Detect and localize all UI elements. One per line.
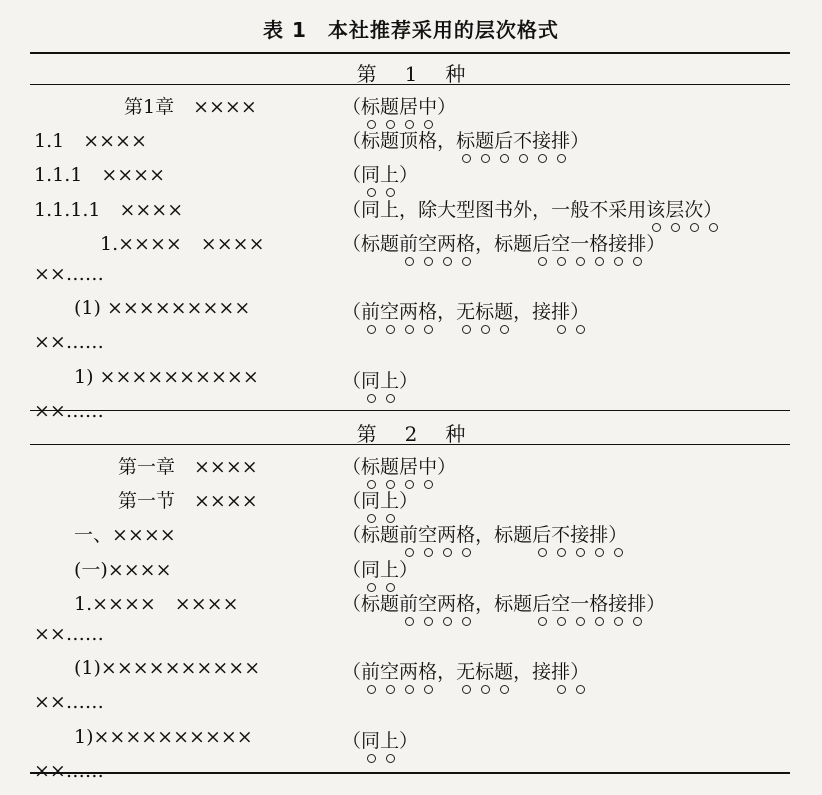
heading-format: 1.1 ×××× <box>34 130 147 153</box>
heading-format: (1)×××××××××× <box>74 657 261 680</box>
heading-format: (1) ××××××××× <box>74 297 251 320</box>
table-row <box>0 555 822 587</box>
heading-format: 1.1.1.1 ×××× <box>34 198 184 221</box>
table-row <box>0 623 822 655</box>
heading-format: ××…… <box>34 331 104 354</box>
table-row <box>0 331 822 363</box>
table-row <box>0 452 822 484</box>
heading-format: 1.×××× ×××× <box>74 592 239 615</box>
section-heading-part: 种 <box>445 62 466 86</box>
heading-format: (一)×××× <box>74 558 172 581</box>
heading-format: ××…… <box>34 623 104 645</box>
heading-format: ××…… <box>34 759 104 782</box>
table-row <box>0 760 822 792</box>
format-note: （同上） <box>342 486 418 513</box>
format-note: （标题居中） <box>342 452 456 479</box>
table-row <box>0 263 822 295</box>
heading-format: 1.1.1 ×××× <box>34 164 166 187</box>
table-row <box>0 726 822 758</box>
format-note: （标题前空两格，标题后不接排） <box>342 520 627 547</box>
format-note: （前空两格，无标题，接排） <box>342 657 589 684</box>
table-row <box>0 366 822 398</box>
table-row <box>0 92 822 124</box>
heading-format: 第1章 ×××× <box>124 96 257 118</box>
section-heading-part: 第 <box>356 422 377 446</box>
table-row <box>0 691 822 723</box>
heading-format: 第一节 ×××× <box>118 490 258 513</box>
format-note: （前空两格，无标题，接排） <box>342 297 589 324</box>
table-row <box>0 589 822 621</box>
format-note: （标题顶格，标题后不接排） <box>342 126 589 153</box>
format-note: （同上） <box>342 160 418 187</box>
section-heading <box>0 418 822 447</box>
format-note: （同上） <box>342 366 418 393</box>
heading-format: 1) ×××××××××× <box>74 365 259 388</box>
heading-format: ××…… <box>34 399 104 422</box>
section-heading-part: 第 <box>356 62 377 86</box>
table-row <box>0 229 822 261</box>
top-rule <box>30 52 790 54</box>
format-note: （同上，除大型图书外，一般不采用该层次） <box>342 195 722 222</box>
table-row <box>0 657 822 689</box>
table-row <box>0 520 822 552</box>
heading-format: 1)×××××××××× <box>74 725 253 748</box>
format-note: （标题居中） <box>342 92 456 119</box>
table-row <box>0 195 822 227</box>
section-heading-part: 2 <box>404 422 418 446</box>
heading-format: ××…… <box>34 263 104 285</box>
heading-format: 第一章 ×××× <box>118 456 258 478</box>
heading-format: 1.×××× ×××× <box>100 232 265 255</box>
format-note: （同上） <box>342 726 418 753</box>
section-heading <box>0 58 822 87</box>
format-note: （同上） <box>342 555 418 582</box>
table-title: 表 1 本社推荐采用的层次格式 <box>263 18 559 42</box>
table-row <box>0 486 822 518</box>
format-note: （标题前空两格，标题后空一格接排） <box>342 229 665 256</box>
section-heading-part: 1 <box>404 62 418 86</box>
format-note: （标题前空两格，标题后空一格接排） <box>342 589 665 616</box>
table-row <box>0 297 822 329</box>
heading-format: 一、×××× <box>74 524 176 547</box>
table-row <box>0 126 822 158</box>
table-row <box>0 160 822 192</box>
heading-format: ××…… <box>34 691 104 714</box>
section-heading-part: 种 <box>445 422 466 446</box>
